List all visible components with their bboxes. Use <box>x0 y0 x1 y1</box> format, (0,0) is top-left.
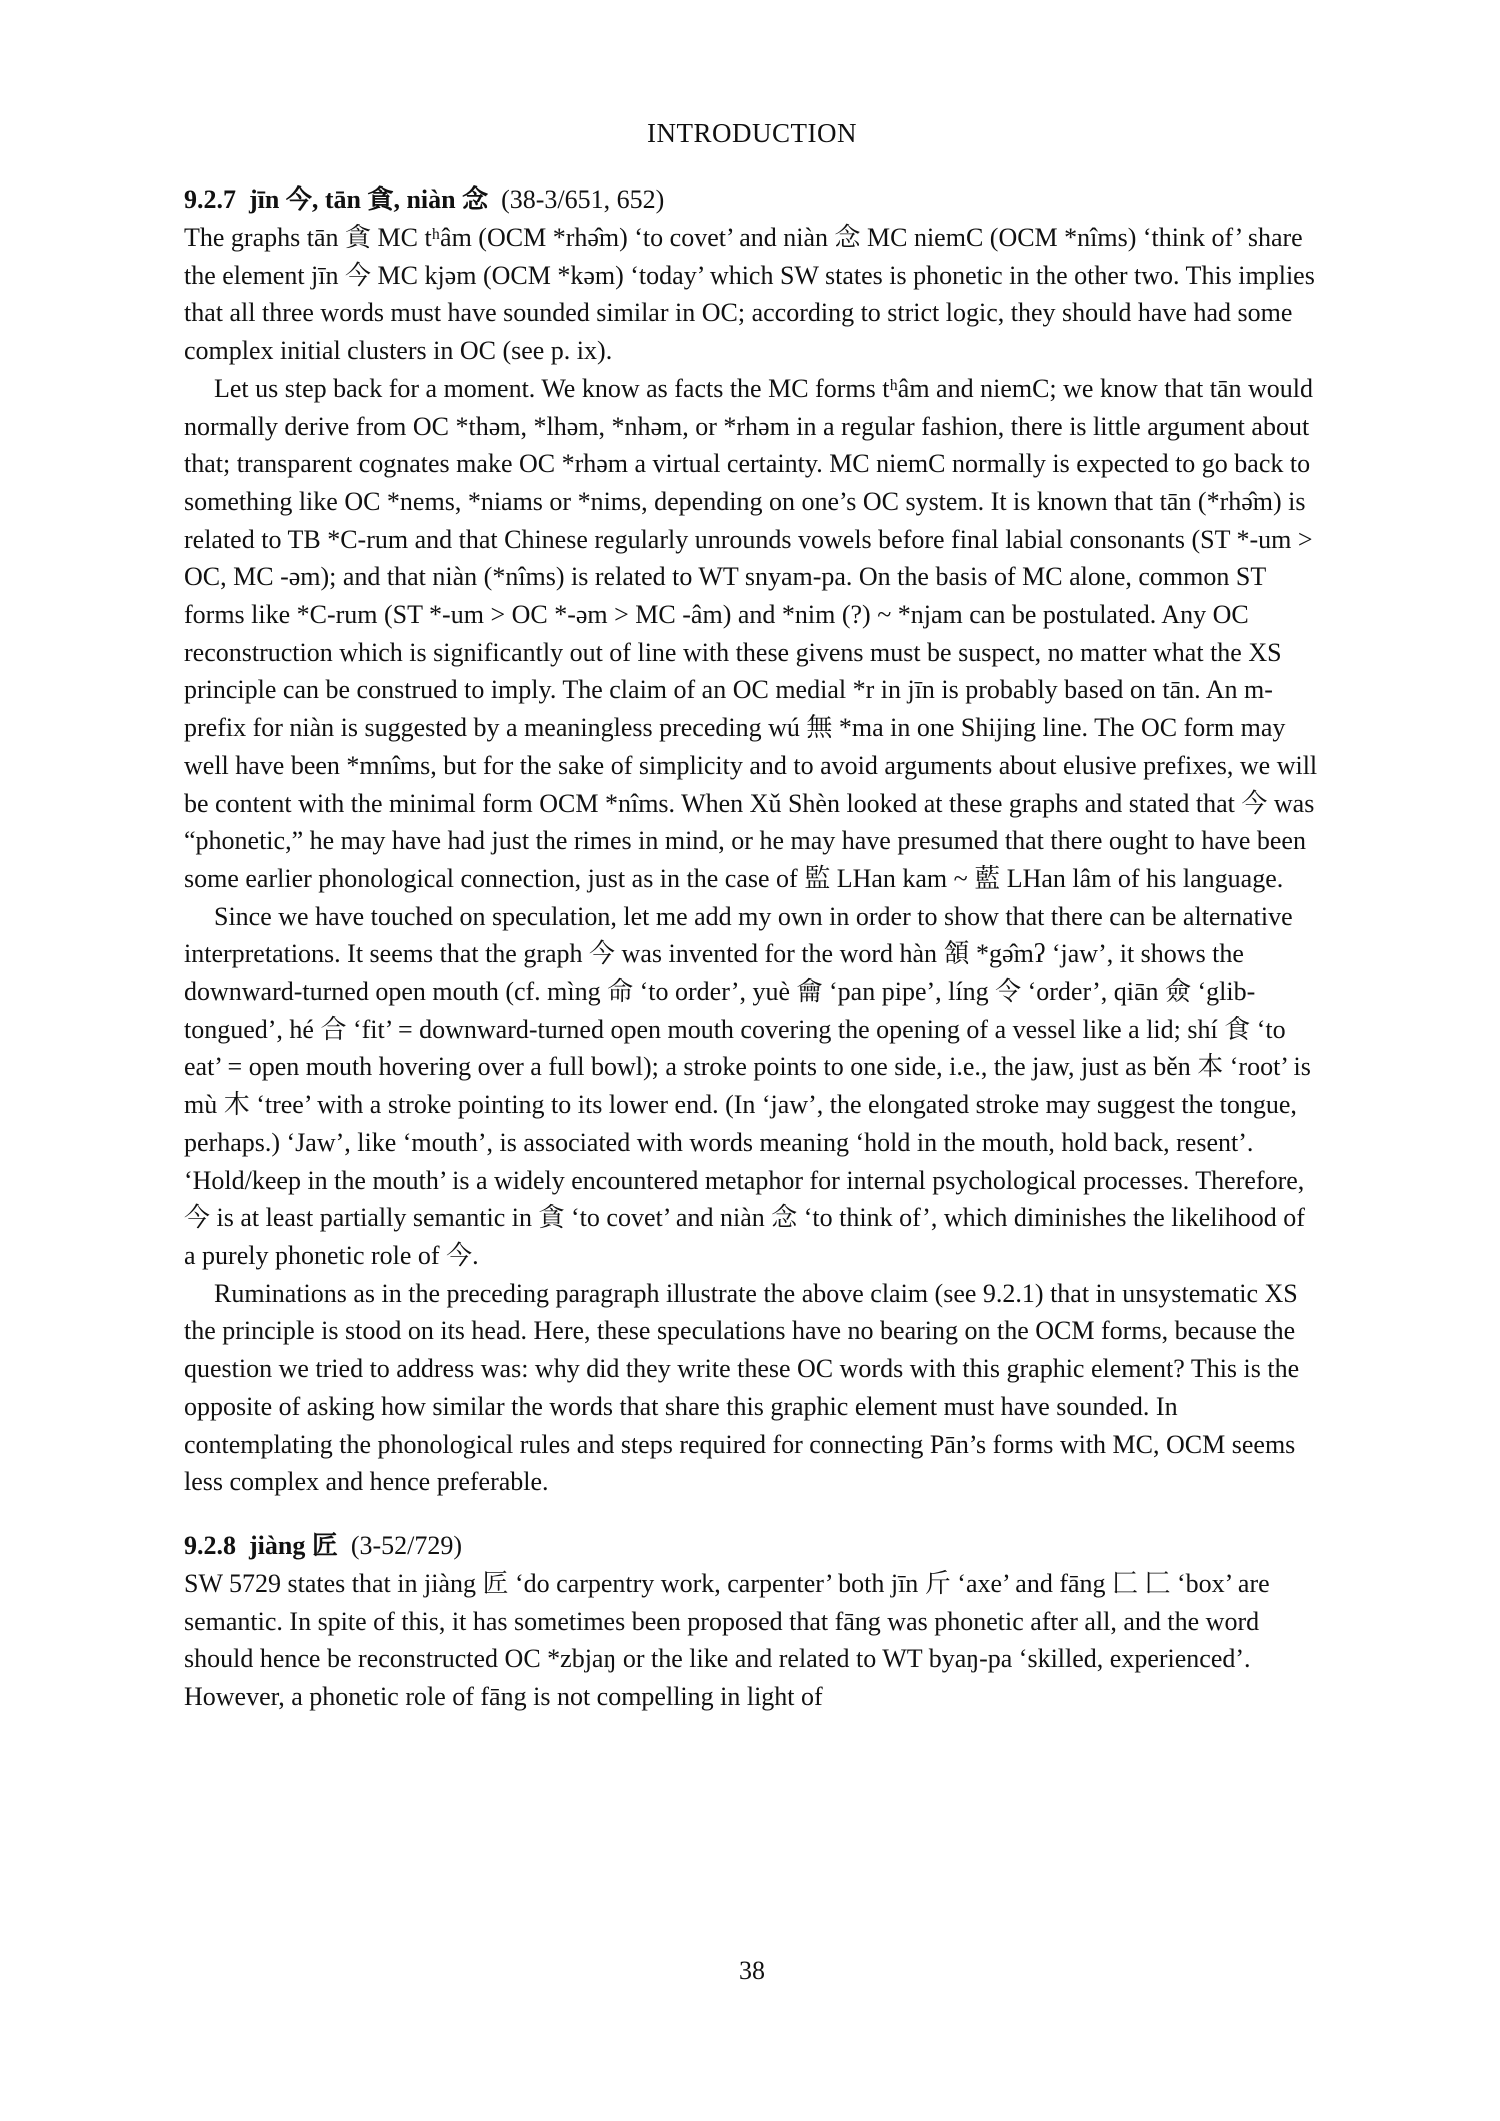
section-number: 9.2.8 <box>184 1530 236 1560</box>
section-heading <box>184 181 1320 219</box>
section-title: jīn 今, tān 貪, niàn 念 <box>249 185 489 214</box>
section-ref: (38-3/651, 652) <box>501 185 665 214</box>
paragraph: Ruminations as in the preceding paragraph illustrate the above claim (see 9.2.1) that in unsystematic XS the principle is stood on its head. Here, these speculations have no bearing on the OCM forms, because the question we tried to address was: why did they write these OC words with this graphic element? This is the opposite of asking how similar the words that share this graphic element must have sounded. In contemplating the phonological rules and steps required for connecting Pān’s forms with MC, OCM seems less complex and hence preferable. <box>184 1278 1300 1497</box>
section-9-2-7 <box>184 181 1320 1501</box>
section-heading <box>184 1527 1320 1565</box>
running-head: INTRODUCTION <box>647 118 857 148</box>
section-title: jiàng 匠 <box>249 1530 338 1560</box>
paragraph: SW 5729 states that in jiàng 匠 ‘do carpentry work, carpenter’ both jīn 斤 ‘axe’ and fāng 匚 匚 ‘box’ are semantic. In spite of this, it has sometimes been proposed that fāng was phonetic after all, and the word should hence be reconstructed OC *zbjaŋ or the like and related to WT byaŋ-pa ‘skilled, experienced’. However, a phonetic role of fāng is not compelling in light of <box>184 1568 1270 1712</box>
paragraph: Let us step back for a moment. We know as facts the MC forms tʰâm and niemC; we know that tān would normally derive from OC *thəm, *lhəm, *nhəm, or *rhəm in a regular fashion, there is little argument about that; transparent cognates make OC *rhəm a virtual certainty. MC niemC normally is expected to go back to something like OC *nems, *niams or *nims, depending on one’s OC system. It is known that tān (*rhə̂m) is related to TB *C-rum and that Chinese regularly unrounds vowels before final labial consonants (ST *-um > OC, MC -əm); and that niàn (*nîms) is related to WT snyam-pa. On the basis of MC alone, common ST forms like *C-rum (ST *-um > OC *-əm > MC -âm) and *nim (?) ~ *njam can be postulated. Any OC reconstruction which is significantly out of line with these givens must be suspect, no matter what the XS principle can be construed to imply. The claim of an OC medial *r in jīn is probably based on tān. An m-prefix for niàn is suggested by a meaningless preceding wú 無 *ma in one Shijing line. The OC form may well have been *mnîms, but for the sake of simplicity and to avoid arguments about elusive prefixes, we will be content with the minimal form OCM *nîms. When Xǔ Shèn looked at these graphs and stated that 今 was “phonetic,” he may have had just the rimes in mind, or he may have presumed that there ought to have been some earlier phonological connection, just as in the case of 監 LHan kam ~ 藍 LHan lâm of his language. <box>184 373 1318 893</box>
paragraph: The graphs tān 貪 MC tʰâm (OCM *rhə̂m) ‘to covet’ and niàn 念 MC niemC (OCM *nîms) ‘think of’ share the element jīn 今 MC kjəm (OCM *kəm) ‘today’ which SW states is phonetic in the other two. This implies that all three words must have sounded similar in OC; according to strict logic, they should have had some complex initial clusters in OC (see p. ix). <box>184 223 1315 366</box>
section-9-2-8 <box>184 1527 1320 1716</box>
page-number: 38 <box>739 1956 765 1985</box>
section-ref: (3-52/729) <box>350 1530 463 1560</box>
section-number: 9.2.7 <box>184 185 236 214</box>
page <box>184 118 1320 1985</box>
paragraph: Since we have touched on speculation, let me add my own in order to show that there can be alternative interpretations. It seems that the graph 今 was invented for the word hàn 頷 *gə̂mʔ ‘jaw’, it shows the downward-turned open mouth (cf. mìng 命 ‘to order’, yuè 龠 ‘pan pipe’, líng 令 ‘order’, qiān 僉 ‘glib-tongued’, hé 合 ‘fit’ = downward-turned open mouth covering the opening of a vessel like a lid; shí 食 ‘to eat’ = open mouth hovering over a full bowl); a stroke points to one side, i.e., the jaw, just as běn 本 ‘root’ is mù 木 ‘tree’ with a stroke pointing to its lower end. (In ‘jaw’, the elongated stroke may suggest the tongue, perhaps.) ‘Jaw’, like ‘mouth’, is associated with words meaning ‘hold in the mouth, hold back, resent’. ‘Hold/keep in the mouth’ is a widely encountered metaphor for internal psychological processes. Therefore, 今 is at least partially semantic in 貪 ‘to covet’ and niàn 念 ‘to think of’, which diminishes the likelihood of a purely phonetic role of 今. <box>184 901 1311 1270</box>
